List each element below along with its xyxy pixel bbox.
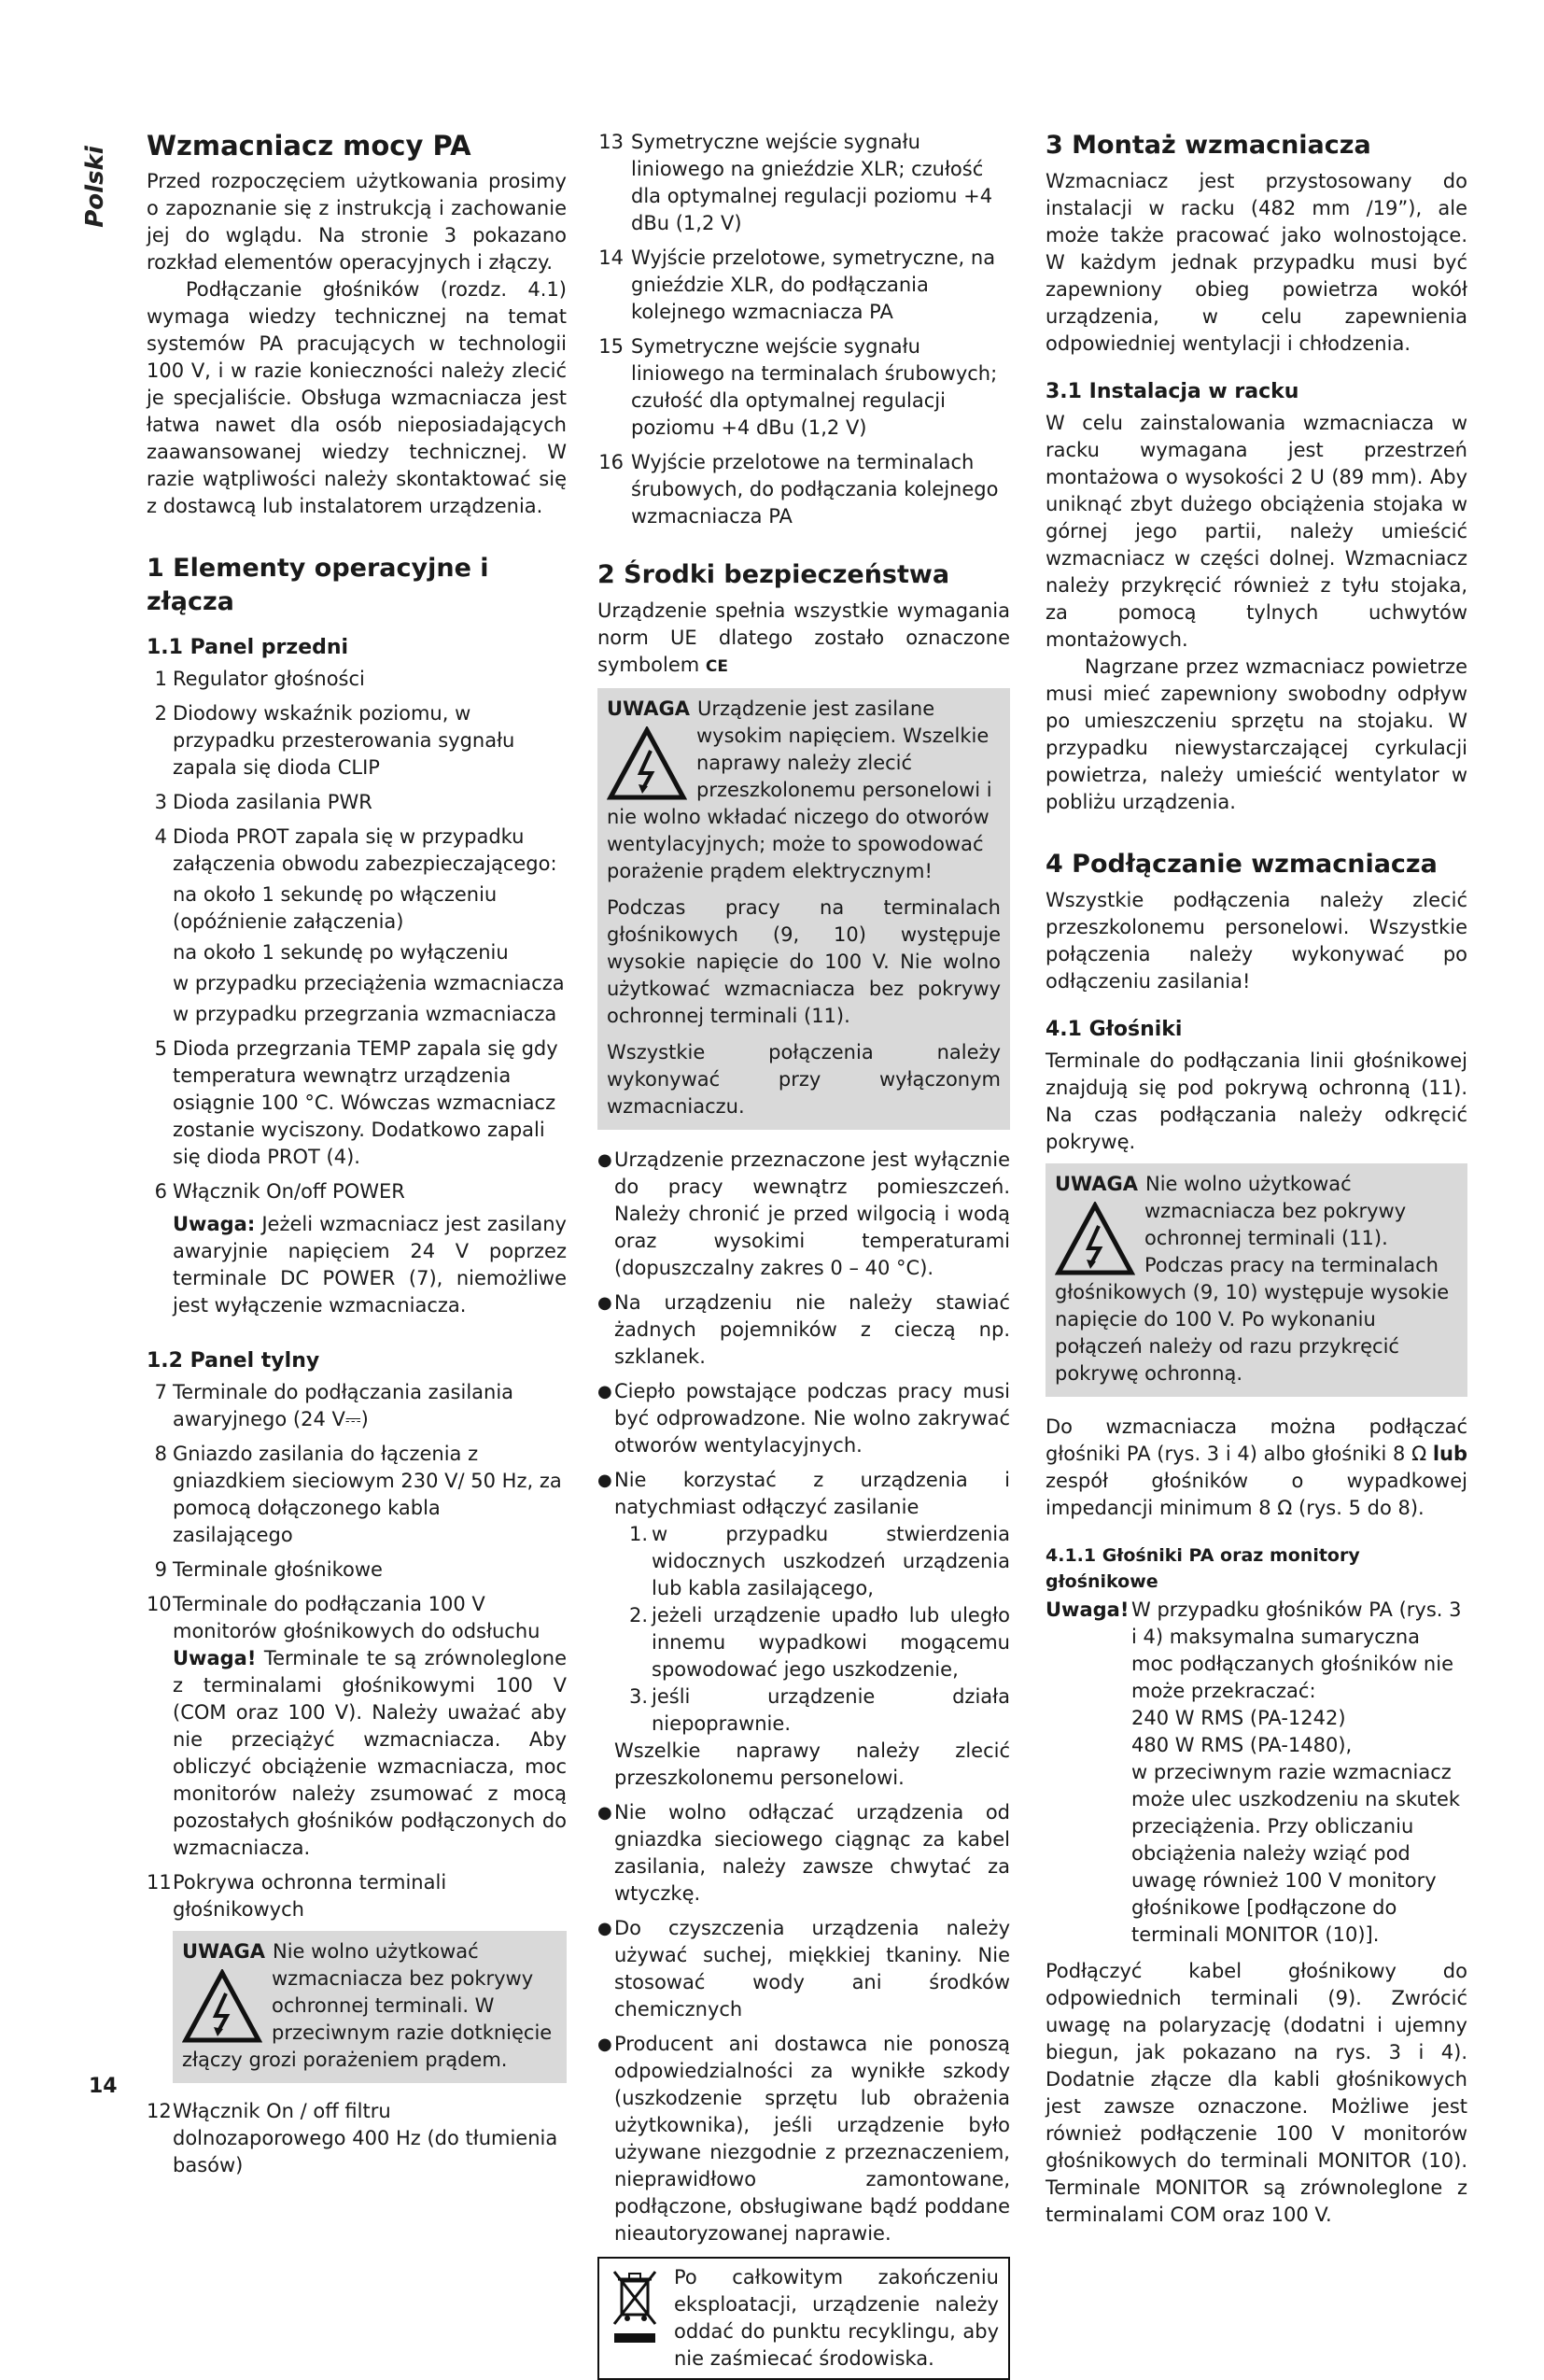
section-3-1-text-2: Nagrzane przez wzmacniacz powietrze musi mieć zapewniony swobodny odpływ po umieszczeniu sprzętu na stojaku. W przypadku niewystarczającej cyrkulacji powietrza, należy umieścić wentylator w pobliżu urządzenia. xyxy=(1046,655,1467,813)
power-spec: 240 W RMS (PA-1242) xyxy=(1131,1707,1346,1729)
warning-box xyxy=(1046,1163,1467,1397)
column-3 xyxy=(1046,129,1467,2229)
connection-text: Podłączyć kabel głośnikowy do odpowiednich terminali (9). Zwrócić uwagę na polaryzację (dodatni i ujemny biegun, jak pokazano na rys. 3 i 4). Dodatnie złącze dla kabli głośnikowych jest zawsze oznaczone. Możliwe jest również podłączenie 100 V monitorów głośnikowych do terminali MONITOR (10). Terminale MONITOR są zrównoleglone z terminalami COM oraz 100 V. xyxy=(1046,1960,1467,2226)
warning-label: UWAGA xyxy=(182,1940,266,1963)
list-item: 4 Dioda PROT zapala się w przypadku załączenia obwodu zabezpieczającego: na około 1 sekundę po włączeniu (opóźnienie załączenia) na około 1 sekundę po wyłączeniu w przypadku przeciążenia wzmacniacza w przypadku przegrzania wzmacniacza xyxy=(147,824,567,1028)
note-text: W przypadku głośników PA (rys. 3 i 4) maksymalna sumaryczna moc podłączanych głośników nie może przekraczać: xyxy=(1131,1598,1462,1702)
bullet-item: ● Na urządzeniu nie należy stawiać żadnych pojemników z cieczą np. szklanek. xyxy=(597,1291,1010,1368)
section-4-1-title: 4.1 Głośniki xyxy=(1046,1018,1183,1041)
column-1 xyxy=(147,129,567,2187)
recycling-text: Po całkowitym zakończeniu eksploatacji, urządzenie należy oddać do punktu recyklingu, aby nie zaśmiecać środowiska. xyxy=(674,2266,999,2370)
bullet-item: ● Nie korzystać z urządzenia i natychmiast odłączyć zasilanie 1. w przypadku stwierdzenia widocznych uszkodzeń urządzenia lub kabla zasilającego, 2. jeżeli urządzenie upadło lub uległo innemu wypadkowi mogącemu spowodować jego uszkodzenie, 3. jeśli urządzenie działa niepoprawnie. Wszelkie naprawy należy zlecić przeszkolonemu personelowi. xyxy=(597,1469,1010,1789)
language-tab-label: Polski xyxy=(81,146,109,228)
section-3-1-text: W celu zainstalowania wzmacniacza w racku wymagana jest przestrzeń montażowa o wysokości 2 U (89 mm). Aby uniknąć zbyt dużego obciążenia stojaka w górnej jego partii, należy umieścić wzmacniacz w części dolnej. Wzmacniacz należy przykręcić również z tyłu stojaka, za pomocą tylnych uchwytów montażowych. xyxy=(1046,412,1467,651)
safety-bullets xyxy=(597,1147,1010,2247)
sub-list xyxy=(614,1521,1010,1738)
intro-paragraph-2: Podłączanie głośników (rozdz. 4.1) wymaga wiedzy technicznej na temat systemów PA pracujących w technologii 100 V, i w razie konieczności należy zlecić je specjaliście. Obsługa wzmacniacza jest łatwa nawet dla osób nieposiadających zaawansowanej wiedzy technicznej. W razie wątpliwości należy skontaktować się z dostawcą lub instalatorem urządzenia. xyxy=(147,278,567,517)
page-number: 14 xyxy=(89,2075,118,2098)
bullet-item: ● Nie wolno odłączać urządzenia od gniazdka sieciowego ciągnąc za kabel zasilania, należy zawsze chwytać za wtyczkę. xyxy=(597,1801,1010,1905)
recycling-notice xyxy=(597,2257,1010,2380)
bullet-item: ● Ciepło powstające podczas pracy musi być odprowadzone. Nie wolno zakrywać otworów wentylacyjnych. xyxy=(597,1380,1010,1457)
language-tab xyxy=(77,131,114,243)
page-title: Wzmacniacz mocy PA xyxy=(147,130,471,162)
list-item: 14 Wyjście przelotowe, symetryczne, na gnieździe XLR, do podłączania kolejnego wzmacniacza PA xyxy=(598,246,996,323)
section-3-text: Wzmacniacz jest przystosowany do instalacji w racku (482 mm /19”), ale może także pracować jako wolnostojące. W każdym jednak przypadku musi być zapewniony obieg powietrza wokół urządzenia, w celu zapewnienia odpowiedniej wentylacji i chłodzenia. xyxy=(1046,170,1467,355)
list-item: 7 Terminale do podłączania zasilania awaryjnego (24 V⎓) xyxy=(154,1381,514,1430)
warning-text-2: Podczas pracy na terminalach głośnikowych (9, 10) występuje wysokie napięcie do 100 V. Nie wolno użytkować wzmacniacza bez pokrywy ochronnej terminali (11). xyxy=(607,896,1001,1027)
section-4-1-text-2: Do wzmacniacza można podłączać głośniki PA (rys. 3 i 4) albo głośniki 8 Ω lub zespół głośników o wypadkowej impedancji minimum 8 Ω (rys. 5 do 8). xyxy=(1046,1415,1468,1519)
section-4-1-text: Terminale do podłączania linii głośnikowej znajdują się pod pokrywą ochronną (11). Na czas podłączania należy odkręcić pokrywę. xyxy=(1046,1049,1467,1153)
list-item: 10 Terminale do podłączania 100 V monitorów głośnikowych do odsłuchu Uwaga! Terminale te są zrównoleglone z terminalami głośnikowymi 100 V (COM oraz 100 V). Należy uważać aby nie przeciążyć wzmacniacza. Aby obliczyć obciążenie wzmacniacza, moc monitorów należy zsumować z mocą pozostałych głośników podłączonych do wzmacniacza. xyxy=(147,1593,567,1859)
section-4-title: 4 Podłączanie wzmacniacza xyxy=(1046,850,1438,879)
note-text: Jeżeli wzmacniacz jest zasilany awaryjnie napięciem 24 V poprzez terminale DC POWER (7), niemożliwe jest wyłączenie wzmacniacza. xyxy=(173,1213,567,1317)
section-3-1-title: 3.1 Instalacja w racku xyxy=(1046,380,1299,403)
list-item: 6 Włącznik On/off POWER Uwaga: Jeżeli wzmacniacz jest zasilany awaryjnie napięciem 24 V poprzez terminale DC POWER (7), niemożliwe jest wyłączenie wzmacniacza. xyxy=(154,1180,567,1317)
rear-panel-list xyxy=(147,1379,567,2179)
list-item: 12 Włącznik On / off filtru dolnozaporowego 400 Hz (do tłumienia basów) xyxy=(147,2100,558,2176)
prot-sub-item: w przypadku przegrzania wzmacniacza xyxy=(173,1003,557,1025)
warning-label: UWAGA xyxy=(607,697,691,720)
high-voltage-warning-icon xyxy=(1055,1202,1135,1276)
warning-text: Urządzenie jest zasilane wysokim napięciem. Wszelkie naprawy należy zlecić przeszkolonemu personelowi i nie wolno wkładać niczego do otworów wentylacyjnych; może to spowodować porażenie prądem elektrycznym! xyxy=(607,697,992,882)
note-text-2: w przeciwnym razie wzmacniacz może ulec uszkodzeniu na skutek przeciążenia. Przy obliczaniu obciążenia należy wziąć pod uwagę również 100 V monitory głośnikowe [podłączone do terminali MONITOR (10)]. xyxy=(1131,1761,1461,1946)
intro-paragraph: Przed rozpoczęciem użytkowania prosimy o zapoznanie się z instrukcją i zachowanie jej do wglądu. Na stronie 3 pokazano rozkład elementów operacyjnych i złączy. xyxy=(147,170,567,274)
rear-panel-list-cont xyxy=(597,129,1010,530)
list-item: 3 Dioda zasilania PWR xyxy=(154,791,372,813)
list-item: 11 Pokrywa ochronna terminali głośnikowych UWAGA Nie wolno użytkować wzmacniacza bez pokrywy ochronnej terminali. W przeciwnym razie dotknięcie złączy grozi porażeniem prądem. xyxy=(147,1869,567,2091)
high-voltage-warning-icon xyxy=(182,1969,262,2044)
warning-text: Nie wolno użytkować wzmacniacza bez pokrywy ochronnej terminali. W przeciwnym razie dotknięcie złączy grozi porażeniem prądem. xyxy=(182,1940,553,2071)
note-label: Uwaga! xyxy=(1046,1598,1130,1621)
note-label: Uwaga! xyxy=(173,1647,257,1669)
section-1-title: 1 Elementy operacyjne i złącza xyxy=(147,554,489,616)
section-1-1-title: 1.1 Panel przedni xyxy=(147,636,349,659)
bullet-item: ● Producent ani dostawca nie ponoszą odpowiedzialności za wynikłe szkody (uszkodzenie sprzętu lub obrażenia użytkownika), jeśli urządzenie było używane niezgodnie z przeznaczeniem, nieprawidłowo zamontowane, podłączone, obsługiwane bądź poddane nieautoryzowanej naprawie. xyxy=(597,2033,1010,2245)
column-2 xyxy=(597,129,1010,2380)
pa-note xyxy=(1046,1597,1467,1949)
section-2-intro: Urządzenie spełnia wszystkie wymagania norm UE dlatego zostało oznaczone symbolem CE xyxy=(597,599,1010,676)
section-4-1-1-title: 4.1.1 Głośniki PA oraz monitory głośnikowe xyxy=(1046,1545,1360,1592)
list-item: 15 Symetryczne wejście sygnału liniowego na terminalach śrubowych; czułość dla optymalnej regulacji poziomu +4 dBu (1,2 V) xyxy=(598,335,998,439)
front-panel-list xyxy=(147,666,567,1319)
list-item: 5 Dioda przegrzania TEMP zapala się gdy temperatura wewnątrz urządzenia osiągnie 100 °C. Wówczas wzmacniacz zostanie wyciszony. Dodatkowo zapali się dioda PROT (4). xyxy=(154,1037,558,1168)
warning-text-3: Wszystkie połączenia należy wykonywać przy wyłączonym wzmacniaczu. xyxy=(607,1041,1001,1118)
list-item: 8 Gniazdo zasilania do łączenia z gniazdkiem sieciowym 230 V/ 50 Hz, za pomocą dołączonego kabla zasilającego xyxy=(154,1443,562,1546)
note-label: Uwaga: xyxy=(173,1213,256,1235)
list-item: 13 Symetryczne wejście sygnału liniowego na gnieździe XLR; czułość dla optymalnej regulacji poziomu +4 dBu (1,2 V) xyxy=(598,131,993,234)
list-item: 2 Diodowy wskaźnik poziomu, w przypadku przesterowania sygnału zapala się dioda CLIP xyxy=(154,702,515,779)
list-item: 1 Regulator głośności xyxy=(154,668,365,690)
prot-sub-item: w przypadku przeciążenia wzmacniacza xyxy=(173,972,565,994)
bullet-item: ● Do czyszczenia urządzenia należy używać suchej, miękkiej tkaniny. Nie stosować wody ani środków chemicznych xyxy=(597,1917,1010,2021)
section-1-2-title: 1.2 Panel tylny xyxy=(147,1349,320,1373)
bullet-item: ● Urządzenie przeznaczone jest wyłącznie do pracy wewnątrz pomieszczeń. Należy chronić je przed wilgocią i wodą oraz wysokimi temperaturami (dopuszczalny zakres 0 – 40 °C). xyxy=(597,1148,1010,1279)
sub-item: 1. w przypadku stwierdzenia widocznych uszkodzeń urządzenia lub kabla zasilającego, xyxy=(629,1523,1010,1599)
prot-sub-item: na około 1 sekundę po wyłączeniu xyxy=(173,941,509,964)
warning-box xyxy=(597,688,1010,1130)
crossed-bin-icon xyxy=(609,2264,661,2354)
sub-item: 2. jeżeli urządzenie upadło lub uległo innemu wypadkowi mogącemu spowodować jego uszkodzenie, xyxy=(629,1604,1010,1681)
sub-item: 3. jeśli urządzenie działa niepoprawnie. xyxy=(629,1685,1010,1735)
warning-box xyxy=(173,1931,567,2083)
note-text: Terminale te są zrównoleglone z terminalami głośnikowymi 100 V (COM oraz 100 V). Należy uważać aby nie przeciążyć wzmacniacza. Aby obliczyć obciążenie wzmacniacza, moc monitorów należy zsumować z mocą pozostałych głośników podłączonych do wzmacniacza. xyxy=(173,1647,567,1859)
prot-sub-item: na około 1 sekundę po włączeniu (opóźnienie załączenia) xyxy=(173,883,498,933)
section-3-title: 3 Montaż wzmacniacza xyxy=(1046,131,1371,160)
sub-tail: Wszelkie naprawy należy zlecić przeszkolonemu personelowi. xyxy=(614,1739,1010,1789)
high-voltage-warning-icon xyxy=(607,726,687,801)
warning-label: UWAGA xyxy=(1055,1173,1139,1195)
power-spec: 480 W RMS (PA-1480), xyxy=(1131,1734,1353,1756)
section-4-text: Wszystkie podłączenia należy zlecić przeszkolonemu personelowi. Wszystkie połączenia należy wykonywać po odłączeniu zasilania! xyxy=(1046,889,1467,993)
section-2-title: 2 Środki bezpieczeństwa xyxy=(597,560,950,589)
warning-text: Nie wolno użytkować wzmacniacza bez pokrywy ochronnej terminali (11). Podczas pracy na terminalach głośnikowych (9, 10) występuje wysokie napięcie do 100 V. Po wykonaniu połączeń należy od razu przykręcić pokrywę ochronną. xyxy=(1055,1173,1450,1385)
ce-mark: CE xyxy=(705,657,728,676)
list-item: 9 Terminale głośnikowe xyxy=(154,1558,383,1581)
prot-sublist xyxy=(173,881,567,1028)
list-item: 16 Wyjście przelotowe na terminalach śrubowych, do podłączania kolejnego wzmacniacza PA xyxy=(598,451,999,528)
